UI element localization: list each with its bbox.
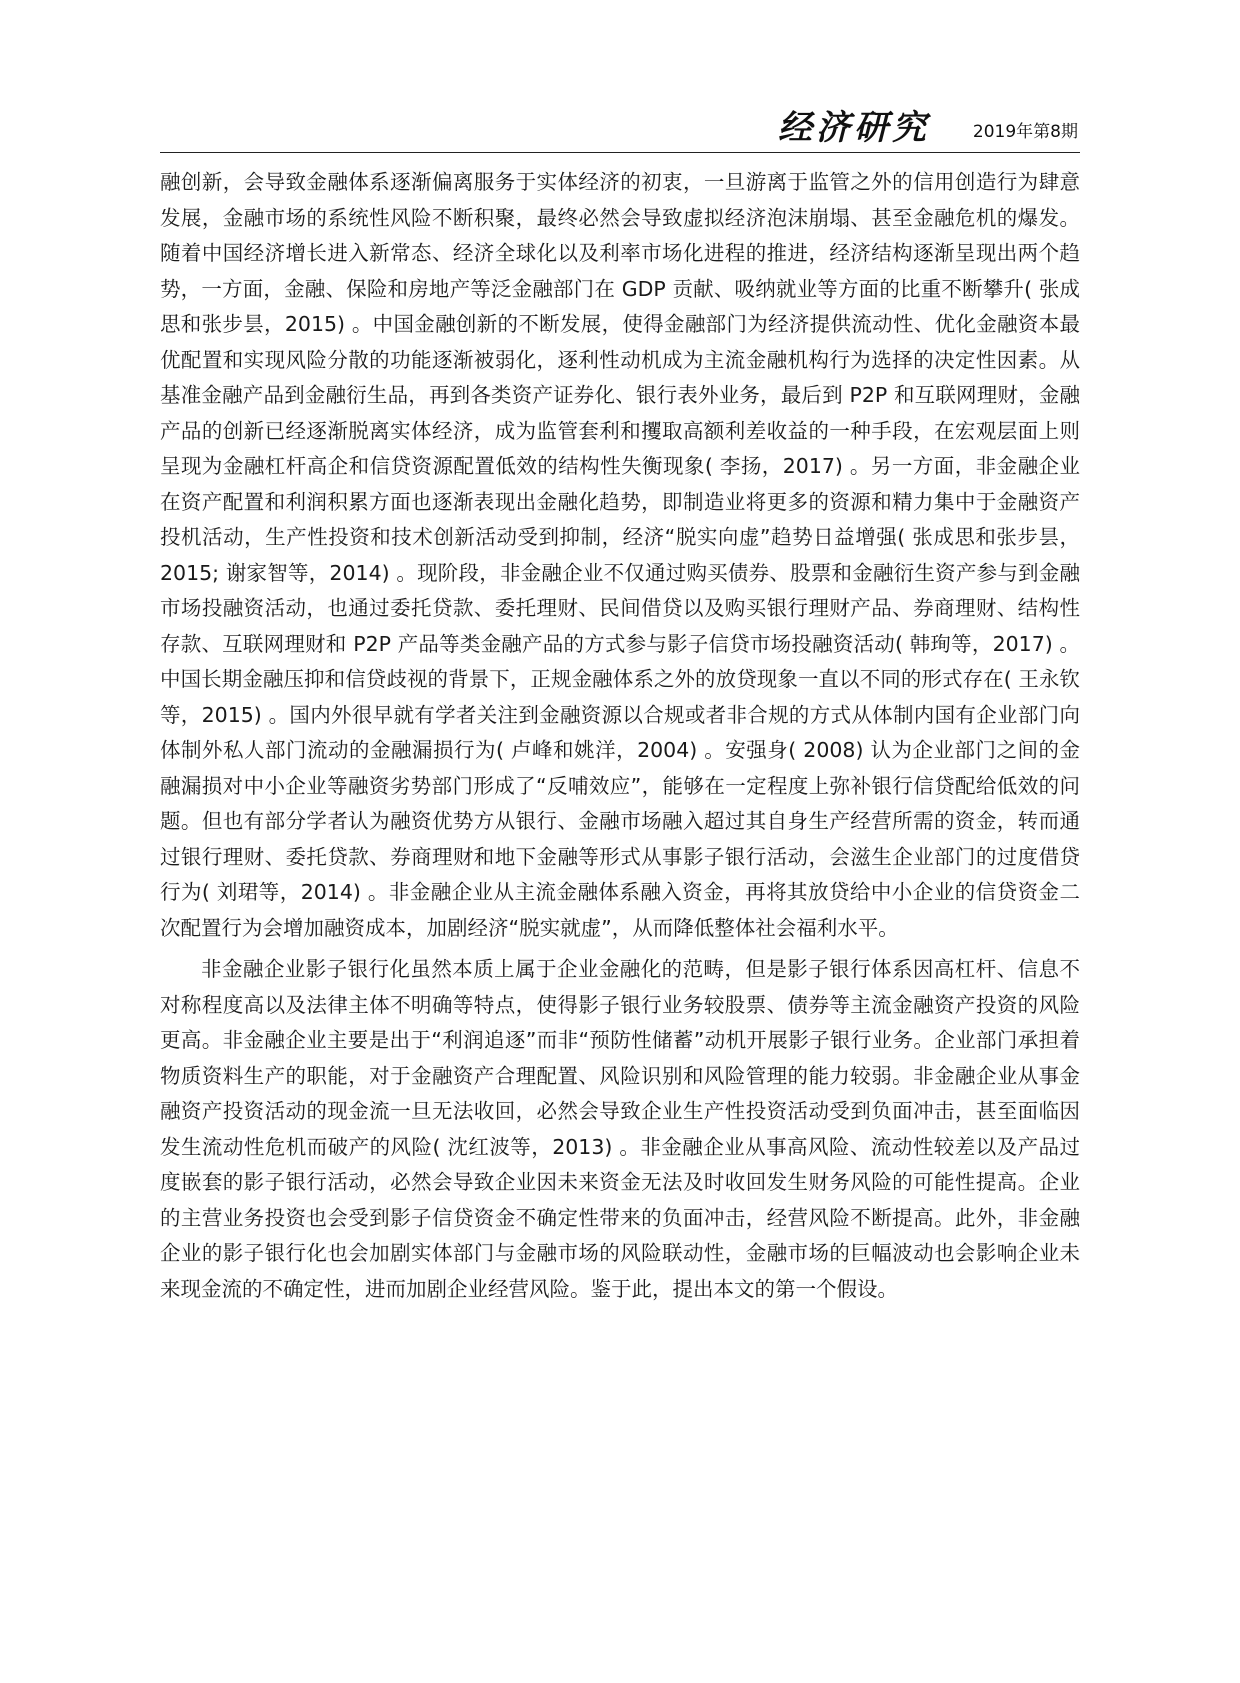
page-header [160, 104, 1080, 153]
issue-label: 2019年第8期 [972, 122, 1078, 142]
paragraph: 融创新，会导致金融体系逐渐偏离服务于实体经济的初衷，一旦游离于监管之外的信用创造行为肆意发展，金融市场的系统性风险不断积聚，最终必然会导致虚拟经济泡沫崩塌、甚至金融危机的爆发。随着中国经济增长进入新常态、经济全球化以及利率市场化进程的推进，经济结构逐渐呈现出两个趋势，一方面，金融、保险和房地产等泛金融部门在 GDP 贡献、吸纳就业等方面的比重不断攀升( 张成思和张步昙，2015) 。中国金融创新的不断发展，使得金融部门为经济提供流动性、优化金融资本最优配置和实现风险分散的功能逐渐被弱化，逐利性动机成为主流金融机构行为选择的决定性因素。从基准金融产品到金融衍生品，再到各类资产证券化、银行表外业务，最后到 P2P 和互联网理财，金融产品的创新已经逐渐脱离实体经济，成为监管套利和攫取高额利差收益的一种手段，在宏观层面上则呈现为金融杠杆高企和信贷资源配置低效的结构性失衡现象( 李扬，2017) 。另一方面，非金融企业在资产配置和利润积累方面也逐渐表现出金融化趋势，即制造业将更多的资源和精力集中于金融资产投机活动，生产性投资和技术创新活动受到抑制，经济“脱实向虚”趋势日益增强( 张成思和张步昙，2015; 谢家智等，2014) 。现阶段，非金融企业不仅通过购买债券、股票和金融衍生资产参与到金融市场投融资活动，也通过委托贷款、委托理财、民间借贷以及购买银行理财产品、券商理财、结构性存款、互联网理财和 P2P 产品等类金融产品的方式参与影子信贷市场投融资活动( 韩珣等，2017) 。中国长期金融压抑和信贷歧视的背景下，正规金融体系之外的放贷现象一直以不同的形式存在( 王永钦等，2015) 。国内外很早就有学者关注到金融资源以合规或者非合规的方式从体制内国有企业部门向体制外私人部门流动的金融漏损行为( 卢峰和姚洋，2004) 。安强身( 2008) 认为企业部门之间的金融漏损对中小企业等融资劣势部门形成了“反哺效应”，能够在一定程度上弥补银行信贷配给低效的问题。但也有部分学者认为融资优势方从银行、金融市场融入超过其自身生产经营所需的资金，转而通过银行理财、委托贷款、券商理财和地下金融等形式从事影子银行活动，会滋生企业部门的过度借贷行为( 刘珺等，2014) 。非金融企业从主流金融体系融入资金，再将其放贷给中小企业的信贷资金二次配置行为会增加融资成本，加剧经济“脱实就虚”，从而降低整体社会福利水平。 [160, 170, 1080, 940]
article-body [160, 165, 1080, 1307]
paragraph: 非金融企业影子银行化虽然本质上属于企业金融化的范畴，但是影子银行体系因高杠杆、信息不对称程度高以及法律主体不明确等特点，使得影子银行业务较股票、债券等主流金融资产投资的风险更高。非金融企业主要是出于“利润追逐”而非“预防性储蓄”动机开展影子银行业务。企业部门承担着物质资料生产的职能，对于金融资产合理配置、风险识别和风险管理的能力较弱。非金融企业从事金融资产投资活动的现金流一旦无法收回，必然会导致企业生产性投资活动受到负面冲击，甚至面临因发生流动性危机而破产的风险( 沈红波等，2013) 。非金融企业从事高风险、流动性较差以及产品过度嵌套的影子银行活动，必然会导致企业因未来资金无法及时收回发生财务风险的可能性提高。企业的主营业务投资也会受到影子信贷资金不确定性带来的负面冲击，经营风险不断提高。此外，非金融企业的影子银行化也会加剧实体部门与金融市场的风险联动性，金融市场的巨幅波动也会影响企业未来现金流的不确定性，进而加剧企业经营风险。鉴于此，提出本文的第一个假设。 [160, 957, 1080, 1301]
journal-logo: 经济研究 [778, 108, 930, 148]
